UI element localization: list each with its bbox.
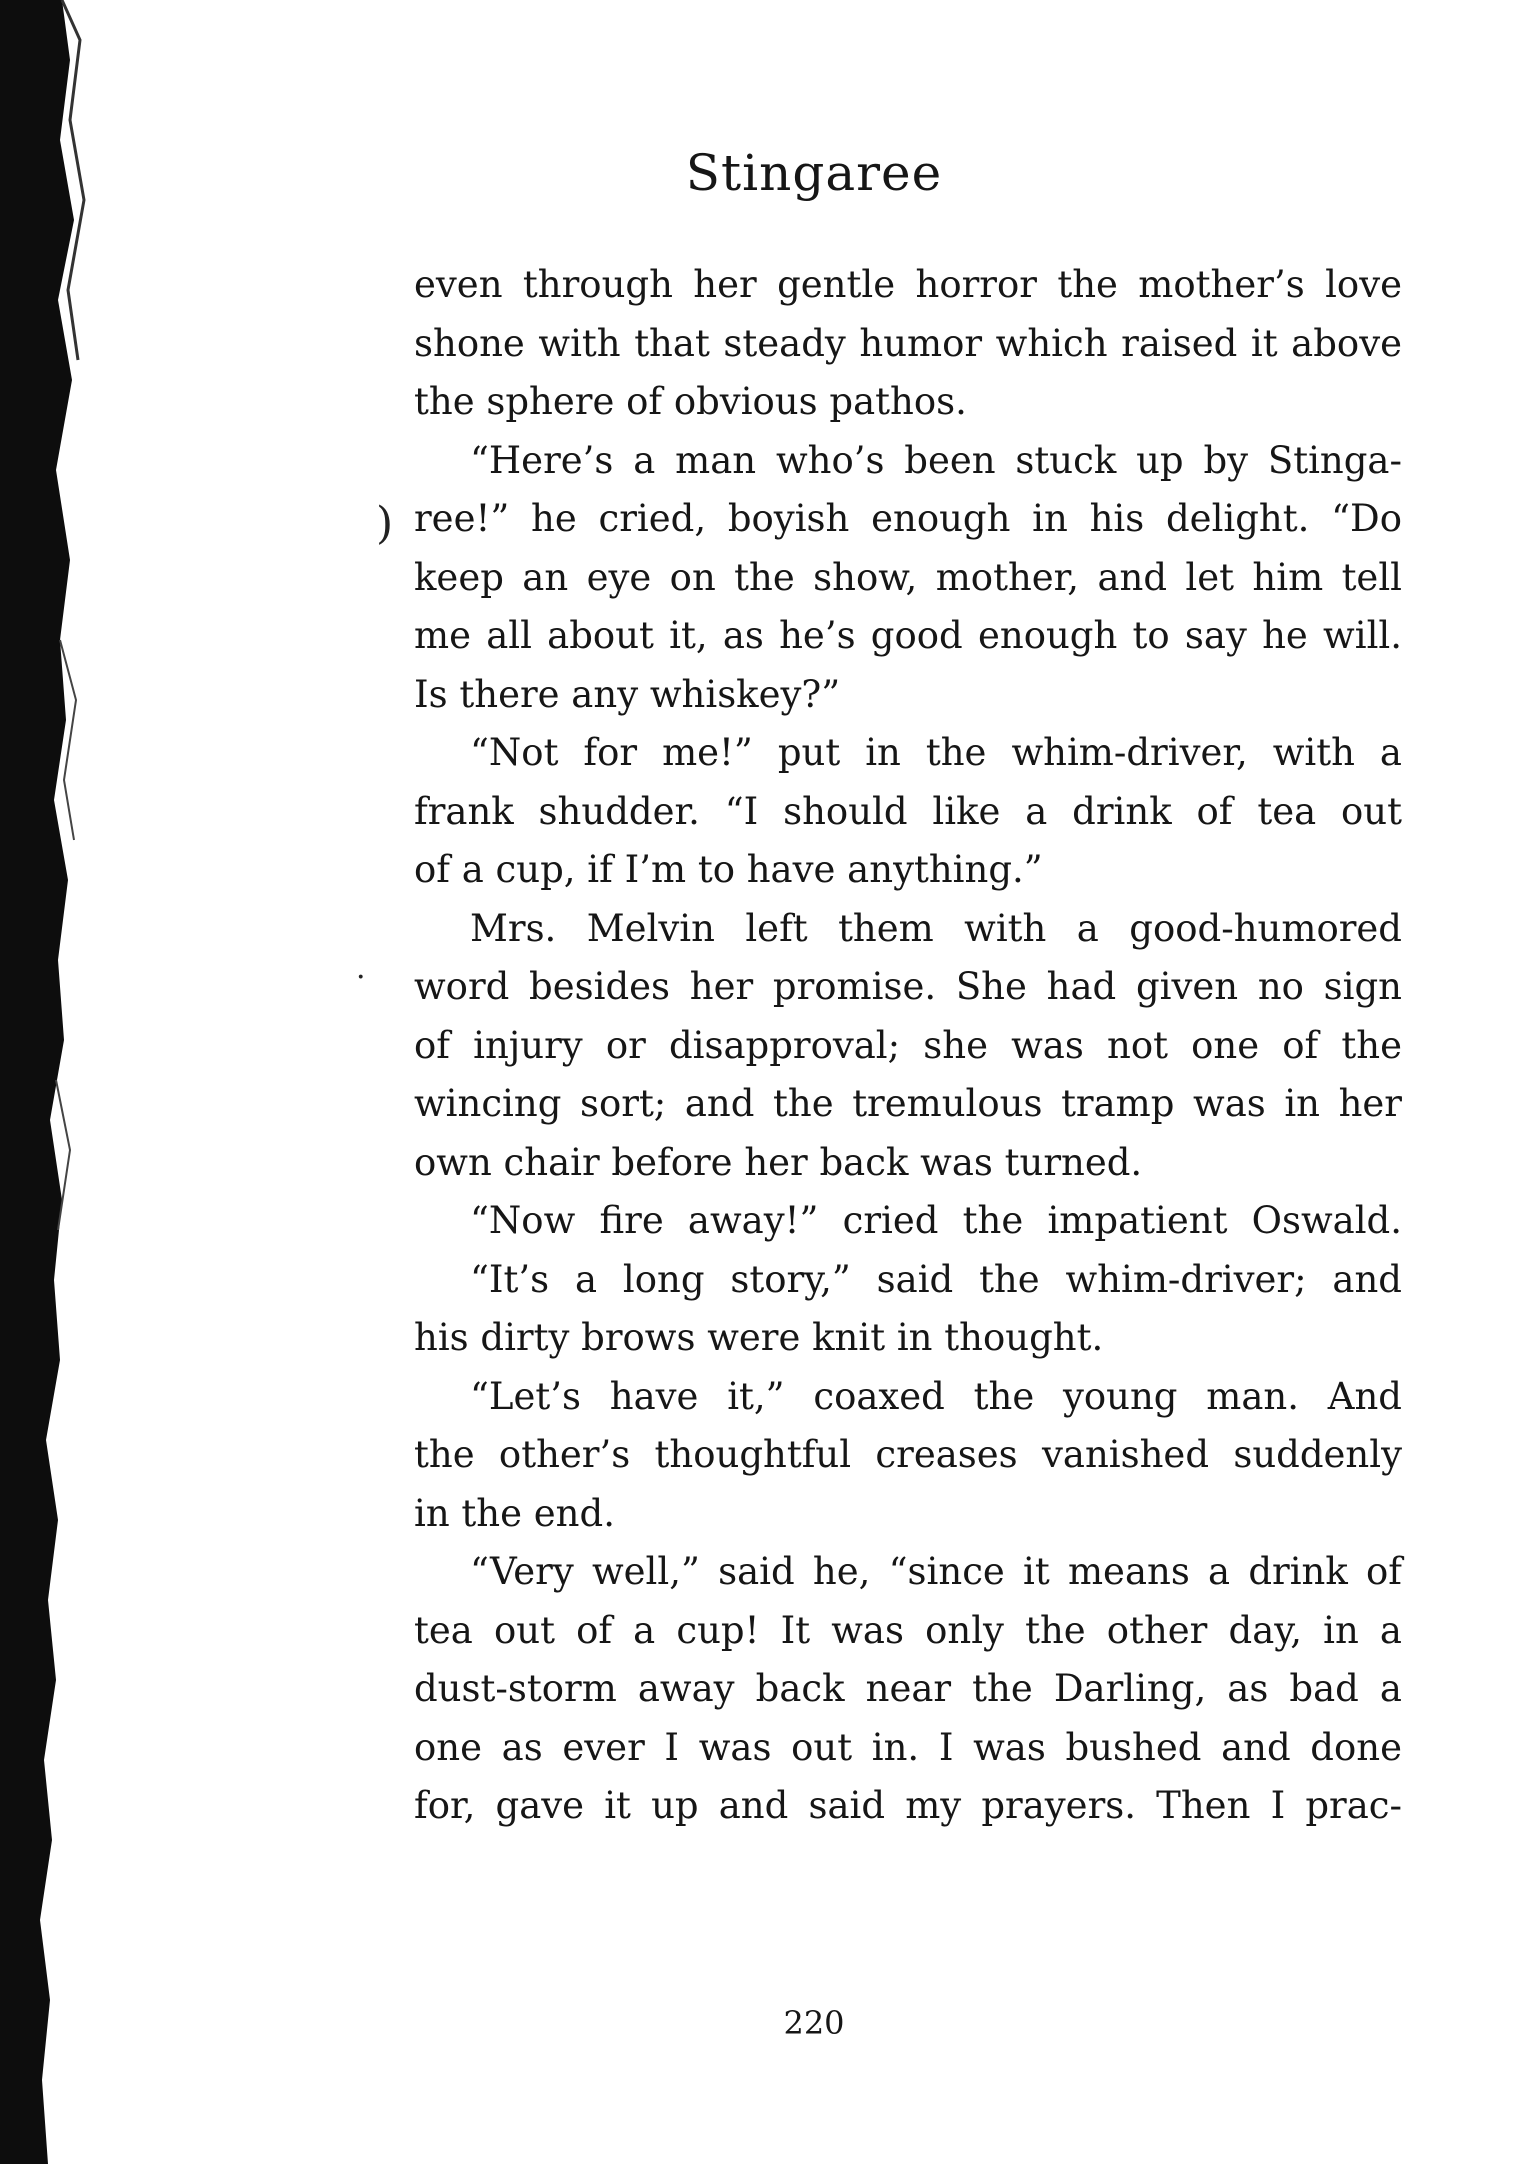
text-line: “Here’s a man who’s been stuck up by Stinga-	[470, 438, 1402, 482]
text-line: “Not for me!” put in the whim-driver, with a	[470, 731, 1402, 774]
text-line: wincing sort; and the tremulous tramp was in her	[414, 1082, 1402, 1125]
text-line: “Now fire away!” cried the impatient Oswald.	[470, 1199, 1402, 1242]
text-line: for, gave it up and said my prayers. Then I prac-	[414, 1784, 1402, 1827]
running-title: Stingaree	[685, 144, 943, 202]
text-line: “Very well,” said he, “since it means a drink of	[470, 1550, 1402, 1593]
margin-bracket-mark: )	[376, 498, 394, 549]
text-line: Is there any whiskey?”	[414, 672, 841, 716]
text-line: “It’s a long story,” said the whim-driver; and	[470, 1257, 1402, 1301]
text-line: shone with that steady humor which raised it above	[414, 321, 1402, 365]
text-line: his dirty brows were knit in thought.	[414, 1316, 1104, 1359]
text-line: Mrs. Melvin left them with a good-humored	[470, 906, 1402, 950]
page-number: 220	[783, 2004, 845, 2042]
text-line: word besides her promise. She had given no sign	[414, 965, 1402, 1008]
text-line: of a cup, if I’m to have anything.”	[414, 848, 1043, 891]
text-line: one as ever I was out in. I was bushed and done	[414, 1725, 1402, 1769]
text-line: even through her gentle horror the mother’s love	[414, 263, 1402, 306]
margin-dot-mark: ·	[356, 960, 366, 995]
text-line: frank shudder. “I should like a drink of tea out	[414, 789, 1402, 833]
text-line: own chair before her back was turned.	[414, 1140, 1143, 1184]
text-line: ree!” he cried, boyish enough in his delight. “Do	[414, 497, 1402, 540]
text-line: in the end.	[414, 1491, 615, 1535]
text-line: me all about it, as he’s good enough to say he will.	[414, 614, 1402, 657]
text-line: the other’s thoughtful creases vanished suddenly	[414, 1433, 1402, 1476]
text-line: keep an eye on the show, mother, and let him tell	[414, 555, 1402, 599]
text-line: the sphere of obvious pathos.	[414, 380, 967, 423]
text-line: “Let’s have it,” coaxed the young man. And	[470, 1374, 1402, 1418]
text-line: of injury or disapproval; she was not one of the	[414, 1023, 1402, 1067]
text-line: dust-storm away back near the Darling, as bad a	[414, 1667, 1402, 1710]
body-text	[414, 256, 1402, 1836]
text-line: tea out of a cup! It was only the other day, in a	[414, 1608, 1402, 1652]
binding-edge-shadow	[0, 0, 90, 2164]
